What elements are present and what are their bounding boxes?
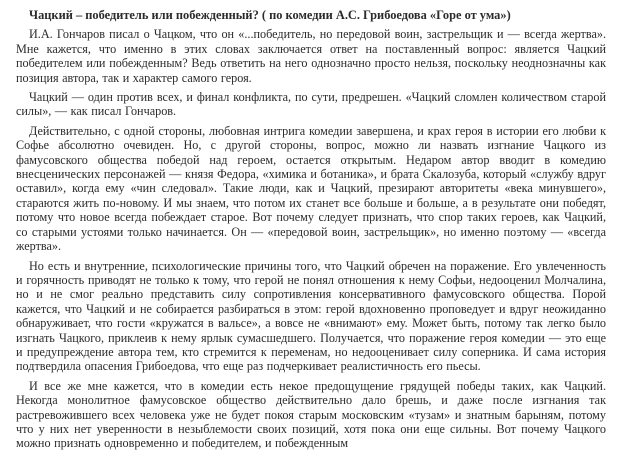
paragraph: И все же мне кажется, что в комедии есть некое предощущение грядущей победы таких, как Чацкий. Некогда монолитное фамусовское общество действительно дало брешь, и даже после изгнания так растревожившего всех человека уже не будет покоя старым московским «тузам» и знатным барыням, потому что у них нет уверенности в незыблемости своих позиций, хотя пока они еще сильны. Вот почему Чацкого можно признать одновременно и победителем, и побежденным <box>16 378 606 451</box>
document-title: Чацкий – победитель или побежденный? ( по комедии А.С. Грибоедова «Горе от ума») <box>29 8 511 22</box>
paragraph: Действительно, с одной стороны, любовная интрига комедии завершена, и крах героя в истории его любви к Софье абсолютно очевиден. Но, с другой стороны, вопрос, можно ли назвать изгнание Чацкого из фамусовского общества победой над героем, остается открытым. Недаром автор вводит в комедию внесценических персонажей — князя Федора, «химика и ботаника», и брата Скалозуба, который «службу вдруг оставил», когда ему «чин следовал». Такие люди, как и Чацкий, презирают авторитеты «века минувшего», стараются жить по-новому. И мы знаем, что потом их станет все больше и больше, а в результате они победят, потому что новое всегда побеждает старое. Вот почему следует признать, что спор таких героев, как Чацкий, со старыми устоями только начинается. Он — «передовой воин, застрельщик», но именно поэтому — «всегда жертва». <box>16 123 606 254</box>
paragraph: Но есть и внутренние, психологические причины того, что Чацкий обречен на поражение. Его увлеченность и горячность приводят не только к тому, что герой не понял отношения к нему Софьи, недооценил Молчалина, но и не смог реально представить силу сопротивления консервативного фамусовского общества. Порой кажется, что Чацкий и не собирается разбираться в этом: герой вдохновенно проповедует и вдруг неожиданно обнаруживает, что гости «кружатся в вальсе», а вовсе не «внимают» ему. Может быть, потому так легко было изгнать Чацкого, приклеив к нему ярлык сумасшедшего. Получается, что поражение героя комедии — это еще и предупреждение автора тем, кто стремится к переменам, но недооценивает силу соперника. И сама история подтвердила опасения Грибоедова, что еще раз подчеркивает реалистичность его пьесы. <box>16 258 606 374</box>
document-body <box>16 27 606 450</box>
paragraph: И.А. Гончаров писал о Чацком, что он «...победитель, но передовой воин, застрельщик и — всегда жертва». Мне кажется, что именно в этих словах заключается ответ на поставленный вопрос: является Чацкий победителем или побежденным? Ведь ответить на него однозначно просто нельзя, поскольку неоднозначны как позиция автора, так и характер самого героя. <box>16 27 606 85</box>
paragraph: Чацкий — один против всех, и финал конфликта, по сути, предрешен. «Чацкий сломлен количеством старой силы», — как писал Гончаров. <box>16 90 606 119</box>
